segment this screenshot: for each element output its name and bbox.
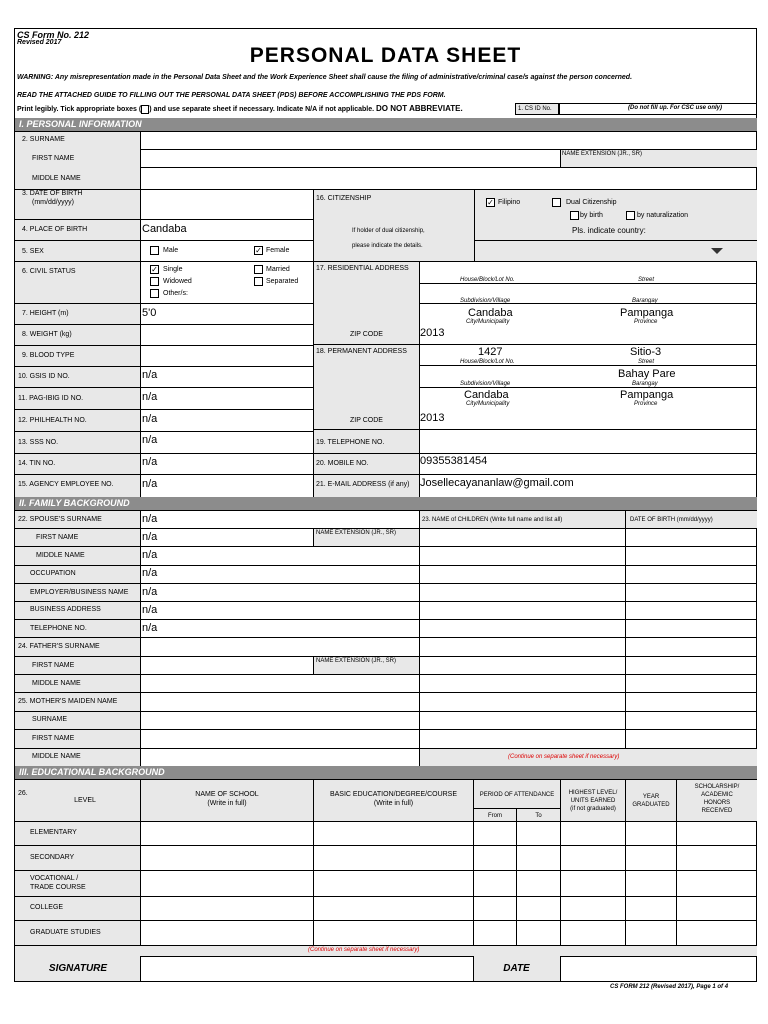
page-title: PERSONAL DATA SHEET <box>249 44 522 67</box>
pagibig-value[interactable]: n/a <box>142 391 158 403</box>
weight-input[interactable] <box>141 324 313 345</box>
sex-female-label: Female <box>266 247 290 254</box>
civil-widowed-checkbox[interactable] <box>150 277 159 286</box>
weight-label: 8. WEIGHT (kg) <box>22 331 72 338</box>
perm-province-value[interactable]: Pampanga <box>620 389 674 401</box>
date-input[interactable] <box>561 957 757 981</box>
citizenship-country-label: Pls. indicate country: <box>572 226 646 235</box>
spouse-surname-value[interactable]: n/a <box>142 513 158 525</box>
edu-highest-h1: HIGHEST LEVEL/ <box>568 790 618 796</box>
edu-period-header: PERIOD OF ATTENDANCE <box>479 792 555 798</box>
blood-type-input[interactable] <box>141 345 313 366</box>
perm-zip-value[interactable]: 2013 <box>420 412 445 424</box>
tin-label: 14. TIN NO. <box>18 460 56 467</box>
citizenship-label: 16. CITIZENSHIP <box>316 195 372 202</box>
perm-street-value[interactable]: Sitio-3 <box>630 346 662 358</box>
middle-name-input[interactable] <box>141 167 757 189</box>
height-value[interactable]: 5'0 <box>142 307 157 319</box>
do-not-abbreviate: DO NOT ABBREVIATE. <box>376 104 463 113</box>
edu-college: COLLEGE <box>30 904 64 911</box>
spouse-first-label: FIRST NAME <box>36 534 79 541</box>
perm-brgy-value[interactable]: Bahay Pare <box>618 368 676 380</box>
res-city-label: City/Municipality <box>466 319 510 325</box>
csc-use-note: (Do not fill up. For CSC use only) <box>628 105 722 111</box>
citizenship-dual-label: Dual Citizenship <box>566 199 617 206</box>
gsis-label: 10. GSIS ID NO. <box>18 373 70 380</box>
res-zip-label: ZIP CODE <box>350 331 383 338</box>
citizenship-dual-checkbox[interactable] <box>552 198 561 207</box>
signature-label: SIGNATURE <box>48 963 108 974</box>
dob-label: 3. DATE OF BIRTH <box>22 190 83 197</box>
section-educational-background: III. EDUCATIONAL BACKGROUND <box>15 766 757 779</box>
tin-value[interactable]: n/a <box>142 456 158 468</box>
edu-honors-h1: SCHOLARSHIP/ <box>694 784 740 790</box>
civil-single-checkbox[interactable]: ✓ <box>151 265 158 274</box>
child-dob-label: DATE OF BIRTH (mm/dd/yyyy) <box>630 517 713 523</box>
section-family-background: II. FAMILY BACKGROUND <box>15 497 757 510</box>
edu-honors-h2: ACADEMIC <box>701 792 733 798</box>
spouse-middle-value[interactable]: n/a <box>142 549 158 561</box>
res-province-value[interactable]: Pampanga <box>620 307 674 319</box>
name-ext-label: NAME EXTENSION (JR., SR) <box>562 151 643 157</box>
spouse-ext-label: NAME EXTENSION (JR., SR) <box>316 530 397 536</box>
civil-married-label: Married <box>266 266 290 273</box>
father-first-label: FIRST NAME <box>32 662 75 669</box>
citizenship-naturalization-label: by naturalization <box>637 212 688 219</box>
email-label: 21. E-MAIL ADDRESS (if any) <box>316 481 410 488</box>
agency-value[interactable]: n/a <box>142 478 158 490</box>
employer-value[interactable]: n/a <box>142 586 158 598</box>
civil-single-label: Single <box>163 266 183 273</box>
middle-name-label: MIDDLE NAME <box>32 175 81 182</box>
occupation-value[interactable]: n/a <box>142 567 158 579</box>
edu-year-h2: GRADUATED <box>632 802 670 808</box>
edu-highest-h2: UNITS EARNED <box>570 798 616 804</box>
citizenship-filipino-label: Filipino <box>498 199 521 206</box>
res-zip-value[interactable]: 2013 <box>420 327 445 339</box>
perm-city-label: City/Municipality <box>466 401 510 407</box>
father-middle-label: MIDDLE NAME <box>32 680 81 687</box>
citizenship-naturalization-checkbox[interactable] <box>626 211 635 220</box>
perm-subdiv-label: Subdivision/Village <box>460 381 511 387</box>
form-revised: Revised 2017 <box>17 39 62 46</box>
edu-continue-note: (Continue on separate sheet if necessary) <box>308 947 420 953</box>
gsis-value[interactable]: n/a <box>142 369 158 381</box>
edu-highest-h3: (if not graduated) <box>570 806 616 812</box>
occupation-label: OCCUPATION <box>30 570 76 577</box>
edu-course-header: BASIC EDUCATION/DEGREE/COURSE <box>329 791 458 798</box>
res-brgy-label: Barangay <box>632 298 658 304</box>
sss-value[interactable]: n/a <box>142 434 158 446</box>
spouse-middle-label: MIDDLE NAME <box>36 552 85 559</box>
perm-street-label: Street <box>638 359 655 365</box>
cs-id-label: 1. CS ID No. <box>518 106 552 112</box>
first-name-label: FIRST NAME <box>32 155 75 162</box>
perm-zip-label: ZIP CODE <box>350 417 383 424</box>
edu-secondary: SECONDARY <box>30 854 75 861</box>
mobile-label: 20. MOBILE NO. <box>316 460 369 467</box>
signature-input[interactable] <box>141 957 473 981</box>
employer-label: EMPLOYER/BUSINESS NAME <box>30 589 129 596</box>
telephone-label: 19. TELEPHONE NO. <box>316 439 385 446</box>
spouse-tel-label: TELEPHONE NO. <box>30 625 87 632</box>
edu-elementary: ELEMENTARY <box>30 829 77 836</box>
dual-note-1: If holder of dual citizenship, <box>352 228 425 234</box>
civil-other-label: Other/s: <box>163 290 188 297</box>
edu-vocational-1: VOCATIONAL / <box>30 875 79 882</box>
perm-city-value[interactable]: Candaba <box>464 389 509 401</box>
form-number: CS Form No. 212 <box>17 30 90 40</box>
print-note-b: ) and use separate sheet if necessary. Indicate N/A if not applicable. <box>149 106 375 113</box>
business-address-value[interactable]: n/a <box>142 604 158 616</box>
sex-male-checkbox[interactable] <box>150 246 159 255</box>
mobile-value[interactable]: 09355381454 <box>420 455 488 467</box>
perm-province-label: Province <box>634 401 658 407</box>
res-address-label: 17. RESIDENTIAL ADDRESS <box>316 265 409 272</box>
edu-honors-h3: HONORS <box>703 800 731 806</box>
philhealth-label: 12. PHILHEALTH NO. <box>18 417 87 424</box>
res-province-label: Province <box>634 319 658 325</box>
pob-label: 4. PLACE OF BIRTH <box>22 226 88 233</box>
mother-first-label: FIRST NAME <box>32 735 75 742</box>
section-personal-info: I. PERSONAL INFORMATION <box>15 118 757 131</box>
edu-vocational-2: TRADE COURSE <box>30 884 86 891</box>
res-street-label: Street <box>638 277 655 283</box>
dob-input[interactable] <box>141 189 313 219</box>
res-city-value[interactable]: Candaba <box>468 307 513 319</box>
edu-year-h1: YEAR <box>642 794 660 800</box>
edu-course-sub: (Write in full) <box>373 800 414 807</box>
civil-other-checkbox[interactable] <box>150 289 159 298</box>
edu-school-sub: (Write in full) <box>207 800 247 807</box>
read-guide-text: READ THE ATTACHED GUIDE TO FILLING OUT THE PERSONAL DATA SHEET (PDS) BEFORE ACCOMPLISHING THE PDS FORM. <box>17 92 446 99</box>
res-house-label: House/Block/Lot No. <box>460 277 515 283</box>
chevron-down-icon[interactable] <box>711 248 723 254</box>
mother-middle-label: MIDDLE NAME <box>32 753 81 760</box>
edu-level-header: LEVEL <box>74 797 96 804</box>
civil-status-label: 6. CIVIL STATUS <box>22 268 76 275</box>
family-label-col <box>15 510 141 766</box>
business-address-label: BUSINESS ADDRESS <box>30 606 101 613</box>
print-note <box>17 104 463 114</box>
sex-female-checkbox[interactable]: ✓ <box>255 246 262 255</box>
pob-value[interactable]: Candaba <box>142 223 187 235</box>
father-surname-label: 24. FATHER'S SURNAME <box>18 643 100 650</box>
edu-school-header: NAME OF SCHOOL <box>195 791 259 798</box>
height-label: 7. HEIGHT (m) <box>22 310 69 317</box>
dob-format: (mm/dd/yyyy) <box>32 199 74 206</box>
warning-text: WARNING: Any misrepresentation made in the Personal Data Sheet and the Work Experience Sheet shall cause the filing of administrative/criminal case/s against the person concerned. <box>17 74 633 81</box>
blood-type-label: 9. BLOOD TYPE <box>22 352 75 359</box>
sss-label: 13. SSS NO. <box>18 439 59 446</box>
civil-separated-label: Separated <box>266 278 299 285</box>
spouse-surname-label: 22. SPOUSE'S SURNAME <box>18 516 102 523</box>
pagibig-label: 11. PAG-IBIG ID NO. <box>18 395 84 402</box>
father-ext-label: NAME EXTENSION (JR., SR) <box>316 658 397 664</box>
perm-house-label: House/Block/Lot No. <box>460 359 515 365</box>
sex-male-label: Male <box>163 247 179 254</box>
perm-address-label: 18. PERMANENT ADDRESS <box>316 348 407 355</box>
edu-from-header: From <box>488 813 502 819</box>
citizenship-filipino-checkbox[interactable]: ✓ <box>487 198 494 207</box>
spouse-first-value[interactable]: n/a <box>142 531 158 543</box>
agency-label: 15. AGENCY EMPLOYEE NO. <box>18 481 114 488</box>
sex-label: 5. SEX <box>22 248 44 255</box>
perm-house-value[interactable]: 1427 <box>478 346 503 358</box>
philhealth-value[interactable]: n/a <box>142 413 158 425</box>
surname-label: 2. SURNAME <box>22 136 65 143</box>
dual-note-2: please indicate the details. <box>352 243 423 249</box>
civil-separated-checkbox[interactable] <box>254 277 263 286</box>
mother-surname-label: SURNAME <box>32 716 68 723</box>
page-footer-note: CS FORM 212 (Revised 2017), Page 1 of 4 <box>610 984 729 990</box>
mother-maiden-label: 25. MOTHER'S MAIDEN NAME <box>18 698 118 705</box>
citizenship-by-birth-checkbox[interactable] <box>570 211 579 220</box>
first-name-input[interactable] <box>141 149 560 167</box>
civil-widowed-label: Widowed <box>163 278 192 285</box>
family-continue-note: (Continue on separate sheet if necessary) <box>508 754 620 760</box>
edu-level-col <box>15 821 141 945</box>
edu-honors-h4: RECEIVED <box>701 808 733 814</box>
email-value[interactable]: Josellecayananlaw@gmail.com <box>420 477 574 489</box>
citizenship-by-birth-label: by birth <box>580 212 603 219</box>
print-note-a: Print legibly. Tick appropriate boxes ( <box>17 106 142 113</box>
res-subdiv-label: Subdivision/Village <box>460 298 511 304</box>
edu-to-header: To <box>535 813 542 819</box>
telephone-input[interactable] <box>420 431 757 453</box>
children-label: 23. NAME of CHILDREN (Write full name and list all) <box>422 517 563 523</box>
surname-input[interactable] <box>141 131 757 149</box>
civil-married-checkbox[interactable] <box>254 265 263 274</box>
spouse-tel-value[interactable]: n/a <box>142 622 158 634</box>
date-label: DATE <box>503 963 530 974</box>
perm-brgy-label: Barangay <box>632 381 658 387</box>
edu-num: 26. <box>18 790 28 797</box>
edu-graduate: GRADUATE STUDIES <box>30 929 101 936</box>
